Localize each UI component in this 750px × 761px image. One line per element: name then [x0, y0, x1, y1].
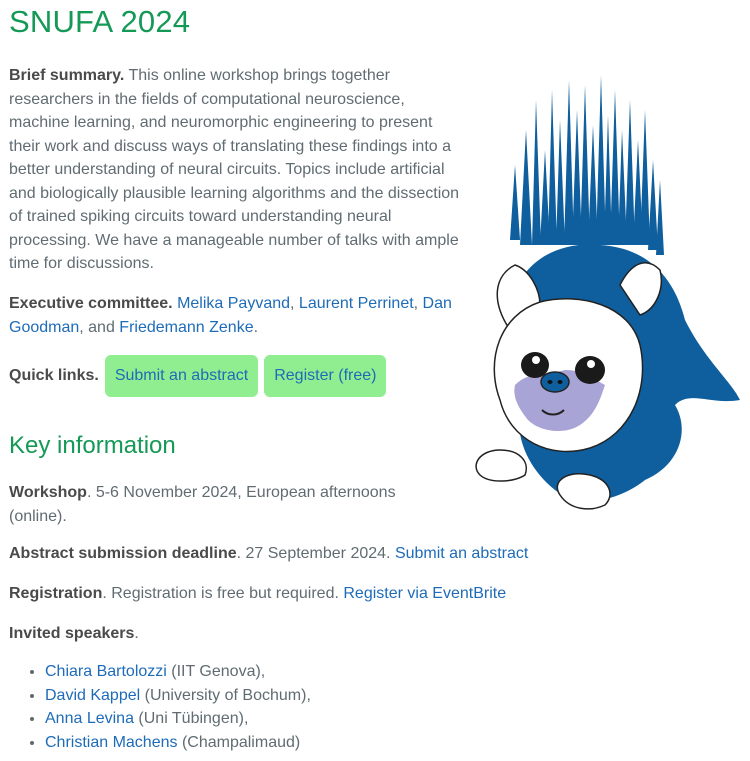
quick-links-label: Quick links. — [9, 367, 99, 384]
key-information-heading: Key information — [9, 432, 176, 459]
summary-text: This online workshop brings together researchers in the fields of computational neuroscience, machine learning, and neuromorphic engineering to present their work and discuss ways of translating these findings into a better understanding of neural circuits. Topics include artificial and biologically plausible learning algorithms and the dissection of trained spiking circuits toward understanding neural processing. We have a manageable number of talks with ample time for discussions. — [9, 67, 460, 272]
speaker-affiliation: (Uni Tübingen), — [133, 710, 249, 727]
period: . — [134, 625, 139, 642]
committee-link-zenke[interactable]: Friedemann Zenke — [119, 318, 254, 336]
registration-info — [9, 582, 506, 606]
separator: , — [290, 295, 299, 312]
separator: , and — [79, 318, 120, 336]
committee-link-goodman[interactable]: Dan Goodman — [9, 295, 452, 336]
speaker-link[interactable]: Christian Machens — [45, 733, 178, 751]
list-item — [45, 731, 311, 755]
snufa-mascot-illustration — [470, 70, 740, 515]
quick-links — [9, 355, 386, 397]
deadline-text: . 27 September 2024. — [236, 545, 395, 562]
left-eye — [521, 352, 549, 378]
period: . — [253, 318, 259, 336]
registration-text: . Registration is free but required. — [102, 585, 344, 602]
summary-label: Brief summary. — [9, 67, 125, 84]
nostril-right — [558, 380, 563, 384]
page-title: SNUFA 2024 — [9, 4, 191, 39]
speaker-link[interactable]: David Kappel — [45, 686, 141, 704]
list-item — [45, 707, 311, 731]
speaker-link[interactable]: Chiara Bartolozzi — [45, 663, 167, 680]
brief-summary — [9, 64, 464, 276]
committee-label: Executive committee. — [9, 295, 173, 312]
submit-abstract-link[interactable]: Submit an abstract — [394, 545, 529, 562]
nose — [541, 372, 569, 392]
list-item — [45, 660, 311, 684]
invited-speakers-label: Invited speakers — [9, 625, 135, 642]
eventbrite-link[interactable]: Register via EventBrite — [343, 585, 507, 602]
workshop-label: Workshop — [9, 484, 87, 501]
right-eye-highlight — [587, 360, 595, 368]
deadline-info — [9, 542, 528, 566]
registration-label: Registration — [9, 585, 103, 602]
speaker-link[interactable]: Anna Levina — [45, 710, 134, 727]
speaker-list — [9, 660, 311, 754]
speaker-affiliation: (IIT Genova), — [166, 663, 266, 680]
spike-hair — [510, 75, 664, 255]
register-button[interactable]: Register (free) — [264, 355, 386, 397]
workshop-info — [9, 481, 439, 528]
workshop-text: . 5-6 November 2024, European afternoons (online). — [9, 484, 396, 525]
executive-committee — [9, 292, 454, 339]
speaker-affiliation: (Champalimaud) — [177, 733, 301, 751]
nostril-left — [548, 380, 553, 384]
submit-abstract-button[interactable]: Submit an abstract — [105, 355, 258, 397]
deadline-label: Abstract submission deadline — [9, 545, 237, 562]
speaker-affiliation: (University of Bochum), — [140, 686, 311, 704]
list-item — [45, 684, 311, 708]
committee-link-payvand[interactable]: Melika Payvand — [177, 295, 291, 312]
committee-link-perrinet[interactable]: Laurent Perrinet — [298, 295, 414, 312]
separator: , — [413, 295, 423, 312]
left-eye-highlight — [532, 356, 540, 364]
invited-speakers-info — [9, 622, 139, 646]
left-paw — [476, 450, 526, 481]
